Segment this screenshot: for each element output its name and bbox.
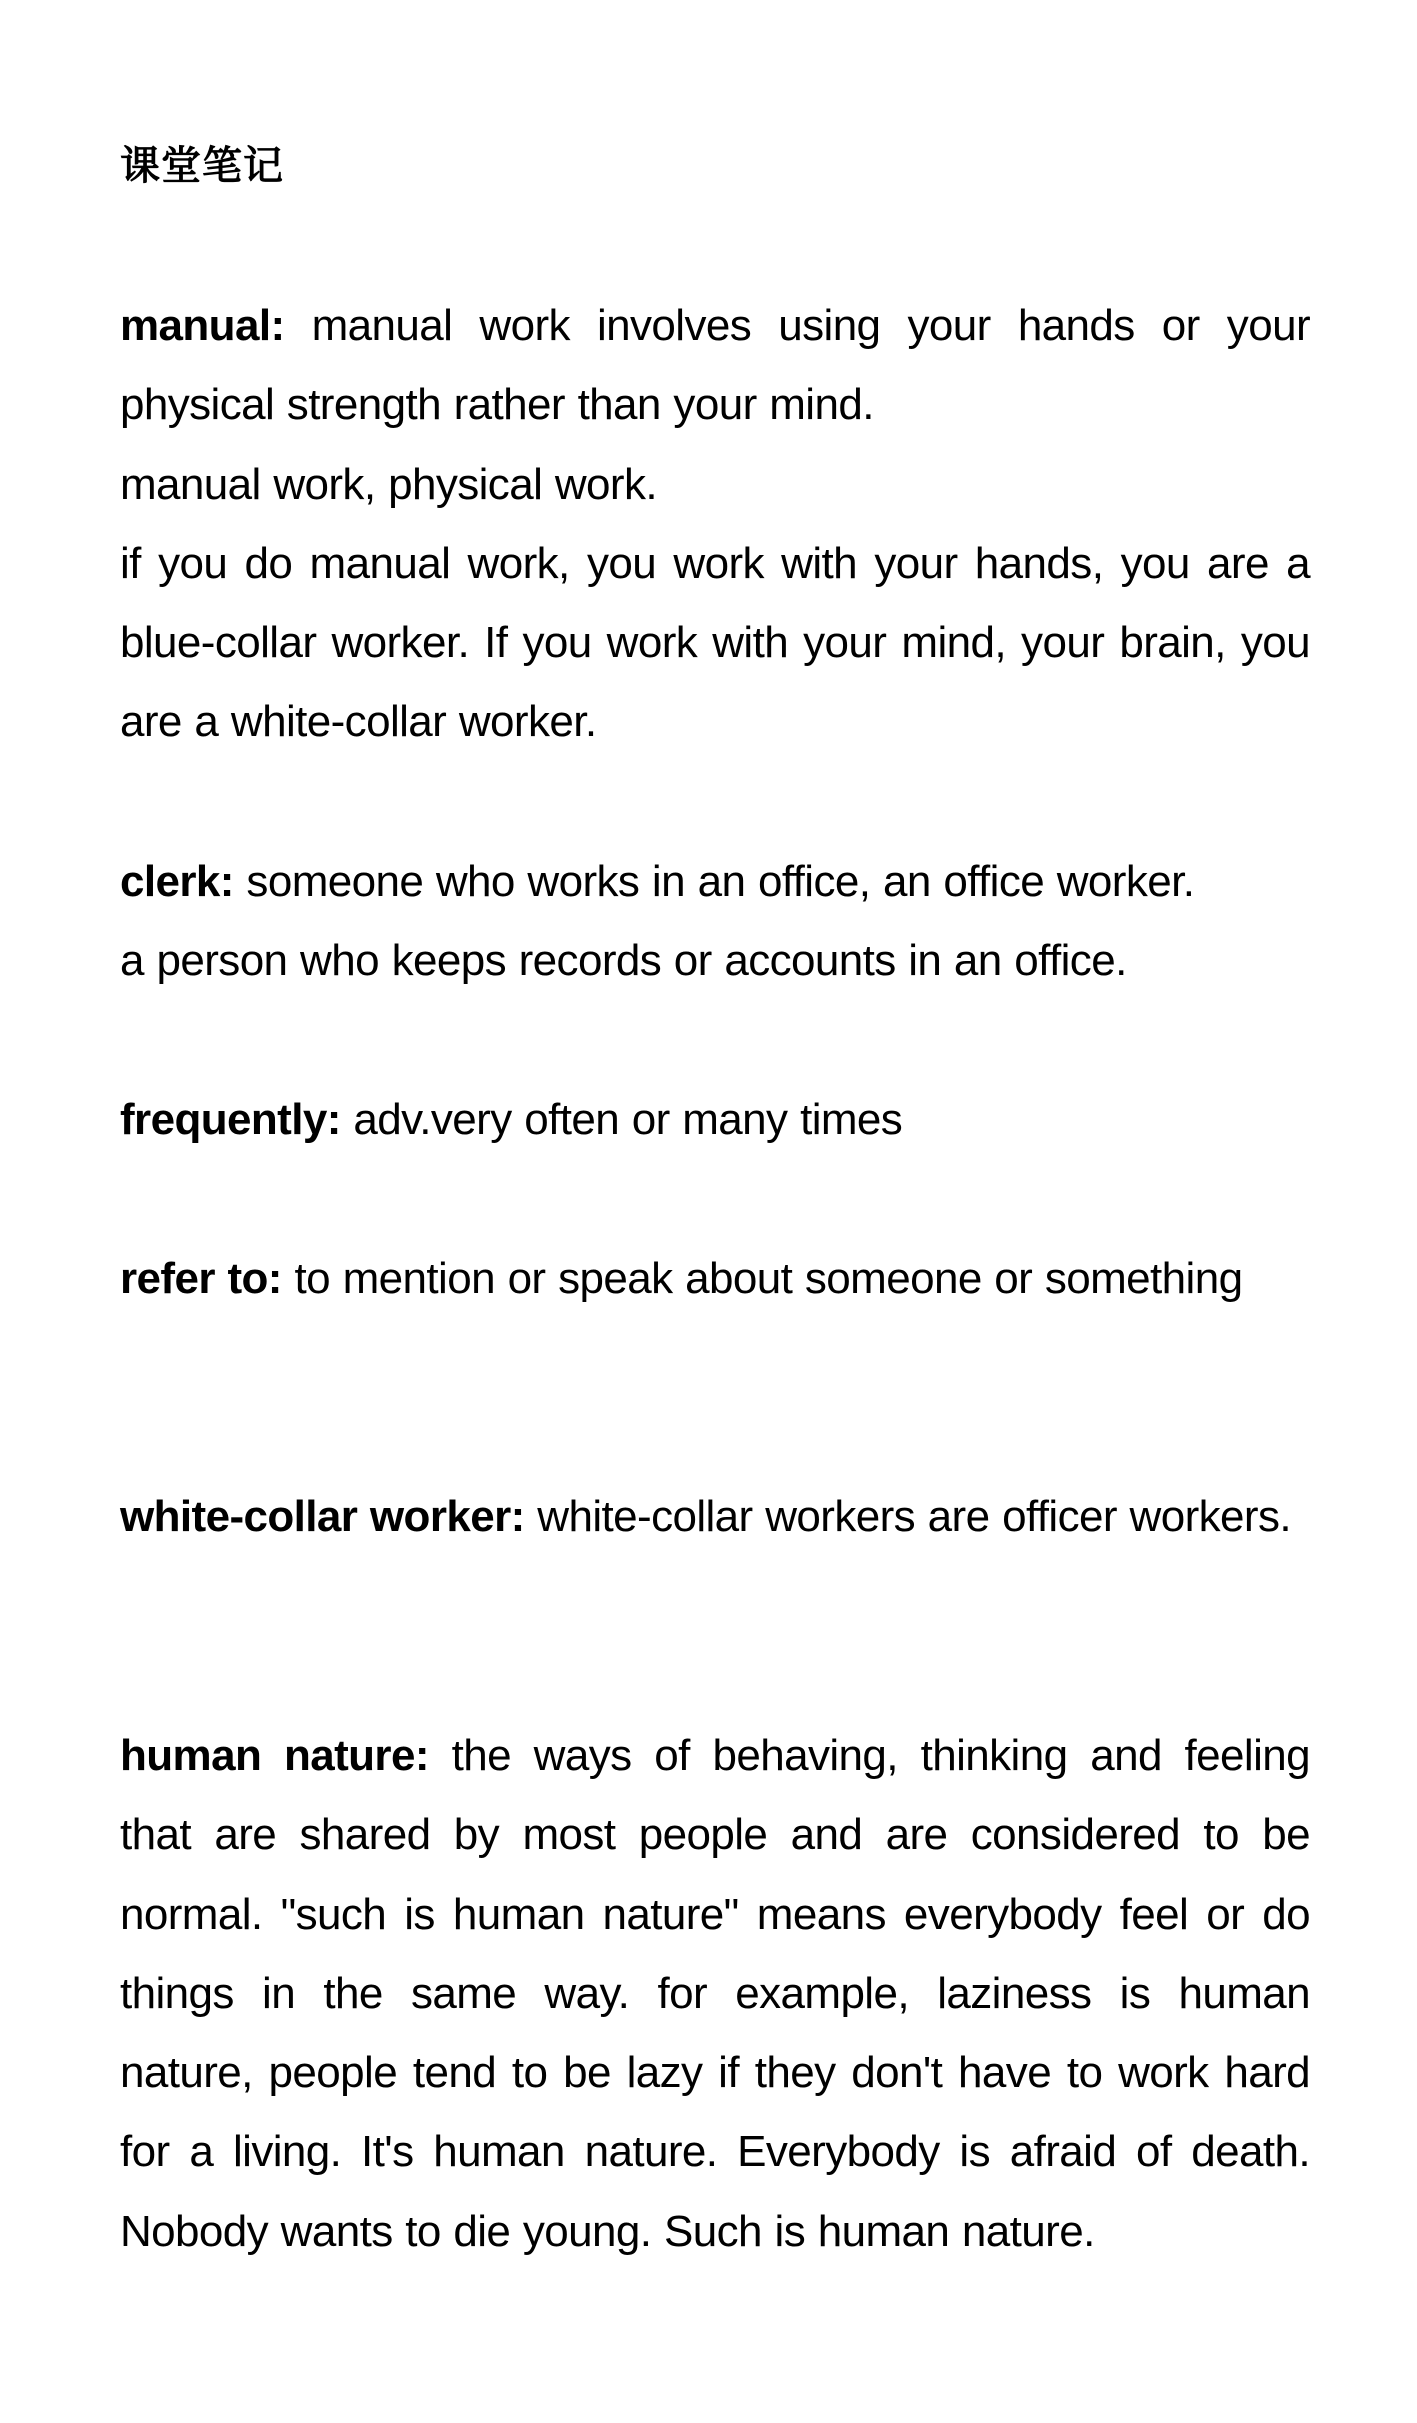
- entry-white-collar-worker: [120, 1477, 1310, 1556]
- entry-definition: [120, 1239, 1310, 1318]
- page-title: 课堂笔记: [120, 143, 284, 189]
- entry-human-nature: [120, 1716, 1310, 2271]
- entry-definition: [120, 1716, 1310, 2271]
- entry-text: the ways of behaving, thinking and feeling that are shared by most people and are considered to be normal. "such is human nature" means everybody feel or do things in the same way. for example, laziness is human nature, people tend to be lazy if they don't have to work hard for a living. It's human nature. Everybody is afraid of death. Nobody wants to die young. Such is human nature.: [120, 1731, 1310, 2256]
- entry-explanation: a person who keeps records or accounts in an office.: [120, 936, 1127, 986]
- entry-term: clerk:: [120, 857, 234, 906]
- entry-text: adv.very often or many times: [340, 1095, 903, 1144]
- entry-synonyms: manual work, physical work.: [120, 459, 657, 509]
- entry-term: white-collar worker:: [120, 1492, 525, 1541]
- entry-term: refer to:: [120, 1254, 282, 1303]
- entry-refer-to: [120, 1239, 1310, 1318]
- entry-term: manual:: [120, 301, 285, 350]
- entry-definition: [120, 842, 1310, 921]
- entry-text: to mention or speak about someone or something: [281, 1254, 1243, 1303]
- entry-term: frequently:: [120, 1095, 341, 1144]
- entry-frequently: [120, 1080, 1310, 1159]
- entry-definition: [120, 286, 1310, 445]
- entry-definition: [120, 1080, 1310, 1159]
- entry-manual: [120, 286, 1310, 762]
- entry-explanation: if you do manual work, you work with your hands, you are a blue-collar worker. If you work with your mind, your brain, you are a white-collar worker.: [120, 538, 1310, 747]
- entry-text: manual work involves using your hands or your physical strength rather than your mind.: [120, 301, 1310, 430]
- entry-definition: [120, 1477, 1310, 1556]
- entry-text: white-collar workers are officer workers.: [524, 1492, 1291, 1541]
- entry-clerk: [120, 842, 1310, 1001]
- entry-text: someone who works in an office, an office worker.: [233, 857, 1195, 906]
- entry-term: human nature:: [120, 1731, 429, 1780]
